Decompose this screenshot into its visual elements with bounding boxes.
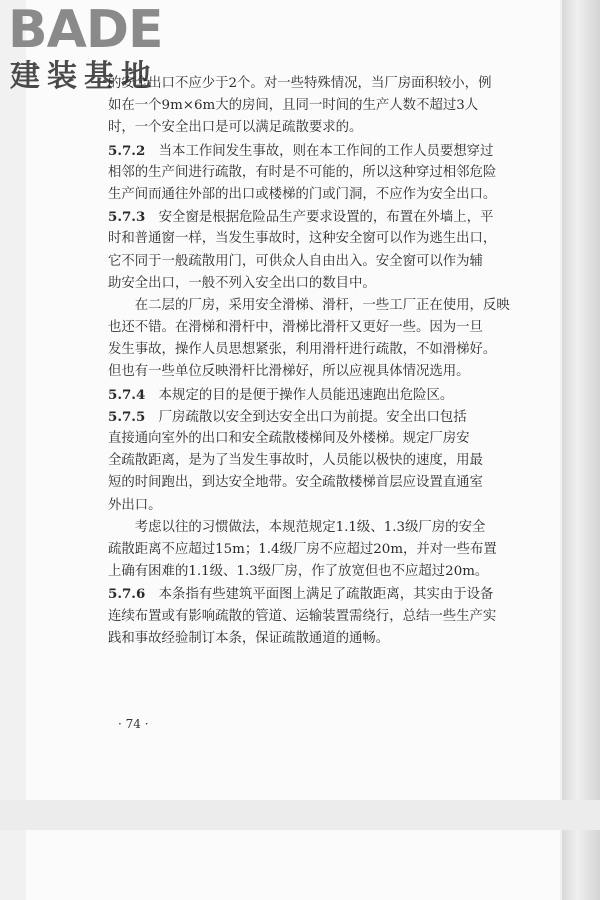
line-text: 上确有困难的1.1级、1.3级厂房，作了放宽但也不应超过20m。 [108,564,489,580]
text-line [108,117,520,139]
line-text: 当本工作间发生事故，则在本工作间的工作人员要想穿过 [158,143,494,159]
clause-number: 5.7.6 [108,586,146,603]
line-text: 短的时间跑出，到达安全地带。安全疏散楼梯首层应设置直通室 [108,475,483,491]
text-line [108,606,520,628]
text-line [108,628,520,650]
text-line [108,73,520,95]
line-text: 生产间而通往外部的出口或楼梯的门或门洞，不应作为安全出口。 [108,186,497,202]
page-gap [0,800,600,830]
text-line [108,428,520,450]
clause-number: 5.7.3 [108,209,146,226]
logo-wordmark: BADE [8,0,163,60]
text-line [108,339,520,361]
line-text: 本规定的目的是便于操作人员能迅速跑出危险区。 [158,387,454,403]
text-line [108,361,520,383]
text-line [108,251,520,273]
line-text: 外出口。 [108,497,162,513]
line-text: 它不同于一般疏散用门，可供众人自由出入。安全窗可以作为辅 [108,253,483,269]
page-edge-shadow [562,0,600,900]
text-line [108,317,520,339]
line-text: 全疏散距离，是为了当发生事故时，人员能以极快的速度，用最 [108,453,483,469]
text-line [108,495,520,517]
clause-line [108,583,520,605]
line-text: 时和普通窗一样，当发生事故时，这种安全窗可以作为逃生出口， [108,231,497,247]
text-line [108,517,520,539]
clause-line [108,206,520,228]
line-text: 践和事故经验制订本条，保证疏散通道的通畅。 [108,630,390,646]
line-text: 考虑以往的习惯做法，本规范规定1.1级、1.3级厂房的安全 [108,519,486,535]
body-text [108,73,520,650]
text-line [108,561,520,583]
line-text: 相邻的生产间进行疏散，有时是不可能的，所以这种穿过相邻危险 [108,164,497,180]
line-text: 如在一个9m×6m大的房间，且同一时间的生产人数不超过3人 [108,98,479,114]
line-text: 直接通向室外的出口和安全疏散楼梯间及外楼梯。规定厂房安 [108,431,470,446]
text-line [108,162,520,184]
line-text: 厂房疏散以安全到达安全出口为前提。安全出口包括 [158,409,467,425]
next-page [26,830,560,900]
line-text: 疏散距离不应超过15m；1.4级厂房不应超过20m，并对一些布置 [108,541,497,557]
line-text: 的安全出口不应少于2个。对一些特殊情况，当厂房面积较小，例 [108,76,492,91]
line-text: 助安全出口，一般不列入安全出口的数目中。 [108,275,376,291]
text-line [108,539,520,561]
clause-number: 5.7.5 [108,408,146,425]
text-line [108,184,520,206]
line-text: 也还不错。在滑梯和滑杆中，滑梯比滑杆又更好一些。因为一旦 [108,320,483,336]
line-text: 但也有一些单位反映滑杆比滑梯好，所以应视具体情况选用。 [108,364,470,380]
text-line [108,450,520,472]
line-text: 本条指有些建筑平面图上满足了疏散距离，其实由于设备 [158,587,494,603]
clause-line [108,140,520,162]
text-line [108,273,520,295]
line-text: 在二层的厂房，采用安全滑梯、滑杆，一些工厂正在使用，反映 [108,297,510,313]
text-line [108,228,520,250]
clause-number: 5.7.2 [108,142,146,159]
text-line [108,472,520,494]
clause-line [108,406,520,428]
clause-line [108,384,520,406]
logo-subtitle: 建装基地 [10,59,158,94]
clause-number: 5.7.4 [108,386,146,403]
text-line [108,295,520,317]
line-text: 发生事故，操作人员思想紧张，利用滑杆进行疏散，不如滑梯好。 [108,342,497,358]
line-text: 安全窗是根据危险品生产要求设置的，布置在外墙上，平 [158,210,494,226]
text-line [108,95,520,117]
page-number: · 74 · [118,717,149,731]
line-text: 连续布置或有影响疏散的管道、运输装置需绕行，总结一些生产实 [108,608,497,624]
line-text: 时，一个安全出口是可以满足疏散要求的。 [108,120,363,136]
